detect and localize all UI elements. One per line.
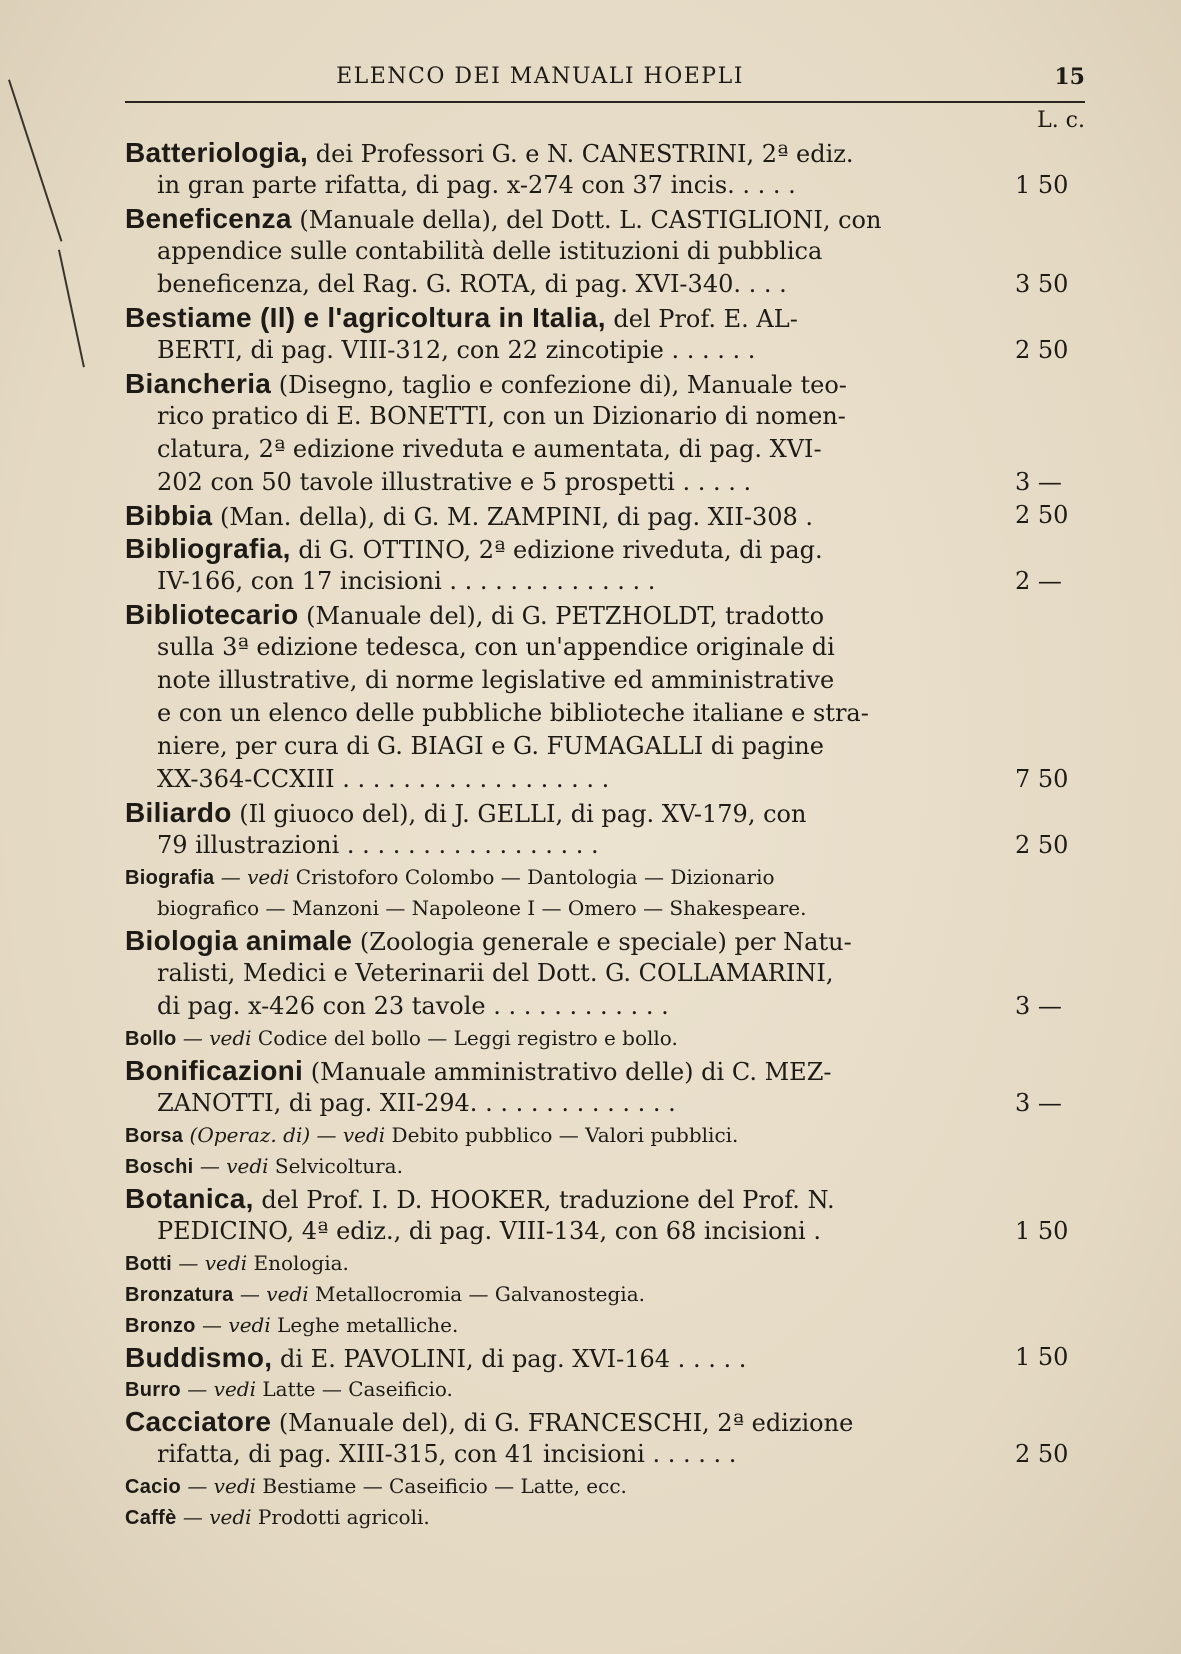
vedi-reference: — vedi xyxy=(193,1154,269,1178)
entry-keyword: Botti xyxy=(125,1253,173,1275)
entry-text: (Zoologia generale e speciale) per Natu- xyxy=(352,928,852,956)
entry-line xyxy=(125,1502,1105,1533)
entry-line xyxy=(125,697,1105,730)
entry-line xyxy=(125,664,1105,697)
entry-price: 2 50 xyxy=(1015,831,1069,859)
entry-text: clatura, 2ª edizione riveduta e aumentata, di pag. XVI- xyxy=(157,435,822,463)
running-title: ELENCO DEI MANUALI HOEPLI xyxy=(336,64,744,89)
vedi-reference: — vedi xyxy=(176,1505,252,1529)
entry-keyword: Borsa xyxy=(125,1125,184,1147)
vedi-reference: (Operaz. di) — vedi xyxy=(183,1123,386,1147)
entry-text: (Manuale del), di G. PETZHOLDT, tradotto xyxy=(298,602,825,630)
entry-line xyxy=(125,730,1105,763)
cross-reference-entry xyxy=(125,1151,1105,1182)
entry-keyword: Cacciatore xyxy=(125,1406,272,1437)
entry-text: ZANOTTI, di pag. XII-294. . . . . . . . . . . . . . xyxy=(157,1089,676,1117)
entry-price: 2 50 xyxy=(1015,501,1069,529)
entry-text: di pag. x-426 con 23 tavole . . . . . . . . . . . . xyxy=(157,992,669,1020)
entry-text: in gran parte rifatta, di pag. x-274 con 37 incis. . . . . xyxy=(157,171,796,199)
entry-line xyxy=(125,1341,1105,1374)
manual-entry xyxy=(125,1182,1105,1248)
entry-line xyxy=(125,1310,1105,1341)
entry-line xyxy=(125,1374,1105,1405)
entry-line xyxy=(125,1405,1105,1438)
entry-text: di E. PAVOLINI, di pag. XVI-164 . . . . . xyxy=(272,1345,747,1373)
cross-reference-entry xyxy=(125,1120,1105,1151)
entry-text: Leghe metalliche. xyxy=(270,1313,459,1337)
entry-line xyxy=(125,1151,1105,1182)
entry-line xyxy=(125,1087,1105,1120)
manual-entry xyxy=(125,598,1105,796)
entry-line xyxy=(125,565,1105,598)
entry-line xyxy=(125,301,1105,334)
entry-text: Codice del bollo — Leggi registro e bollo. xyxy=(251,1026,678,1050)
manual-entry xyxy=(125,499,1105,532)
entry-line xyxy=(125,268,1105,301)
entry-line xyxy=(125,1438,1105,1471)
entry-line xyxy=(125,829,1105,862)
manual-entry xyxy=(125,796,1105,862)
entry-text: dei Professori G. e N. CANESTRINI, 2ª ediz. xyxy=(308,140,854,168)
entry-text: Metallocromia — Galvanostegia. xyxy=(308,1282,645,1306)
entry-text: ralisti, Medici e Veterinarii del Dott. G. COLLAMARINI, xyxy=(157,959,834,987)
entry-line xyxy=(125,169,1105,202)
entry-line xyxy=(125,1182,1105,1215)
manual-entry xyxy=(125,202,1105,301)
cross-reference-entry xyxy=(125,862,1105,924)
vedi-reference: — vedi xyxy=(195,1313,271,1337)
entry-keyword: Biliardo xyxy=(125,797,232,828)
entry-line xyxy=(125,499,1105,532)
entry-line xyxy=(125,1054,1105,1087)
entry-text: rifatta, di pag. XIII-315, con 41 incisioni . . . . . . xyxy=(157,1440,737,1468)
entry-line xyxy=(125,1471,1105,1502)
entry-text: IV-166, con 17 incisioni . . . . . . . . . . . . . . xyxy=(157,567,656,595)
page-header xyxy=(125,62,1085,102)
entry-line xyxy=(125,433,1105,466)
entry-line xyxy=(125,1023,1105,1054)
entry-line xyxy=(125,1215,1105,1248)
entry-line xyxy=(125,598,1105,631)
entry-text: (Manuale del), di G. FRANCESCHI, 2ª edizione xyxy=(271,1409,854,1437)
entry-price: 1 50 xyxy=(1015,1217,1069,1245)
entry-line xyxy=(125,1120,1105,1151)
entry-keyword: Bronzatura xyxy=(125,1284,234,1306)
entry-keyword: Bonificazioni xyxy=(125,1055,304,1086)
entry-line xyxy=(125,1248,1105,1279)
entry-text: beneficenza, del Rag. G. ROTA, di pag. XVI-340. . . . xyxy=(157,270,787,298)
entry-keyword: Botanica, xyxy=(125,1183,254,1214)
entry-text: 79 illustrazioni . . . . . . . . . . . . . . . . . xyxy=(157,831,599,859)
manual-entry xyxy=(125,367,1105,499)
entry-keyword: Batteriologia, xyxy=(125,137,309,168)
entry-keyword: Cacio xyxy=(125,1476,181,1498)
entry-price: 2 50 xyxy=(1015,336,1069,364)
page-edge-shadow xyxy=(58,250,85,368)
entry-keyword: Bibliotecario xyxy=(125,599,299,630)
price-column-heading: L. c. xyxy=(1037,108,1085,133)
entry-line xyxy=(125,136,1105,169)
entry-line xyxy=(125,631,1105,664)
entry-text: di G. OTTINO, 2ª edizione riveduta, di pag. xyxy=(290,536,823,564)
manual-entry xyxy=(125,924,1105,1023)
entry-line xyxy=(125,990,1105,1023)
entry-text: niere, per cura di G. BIAGI e G. FUMAGALLI di pagine xyxy=(157,732,824,760)
entry-text: (Man. della), di G. M. ZAMPINI, di pag. XII-308 . xyxy=(212,503,814,531)
entry-keyword: Burro xyxy=(125,1379,181,1401)
entry-price: 1 50 xyxy=(1015,1343,1069,1371)
entry-price: 3 — xyxy=(1015,468,1062,496)
cross-reference-entry xyxy=(125,1248,1105,1279)
entry-text: Cristoforo Colombo — Dantologia — Dizionario xyxy=(289,865,775,889)
entry-keyword: Buddismo, xyxy=(125,1342,273,1373)
vedi-reference: — vedi xyxy=(172,1251,248,1275)
entry-text: del Prof. I. D. HOOKER, traduzione del Prof. N. xyxy=(253,1186,835,1214)
entry-line xyxy=(125,924,1105,957)
entry-text: appendice sulle contabilità delle istituzioni di pubblica xyxy=(157,237,823,265)
entry-keyword: Bronzo xyxy=(125,1315,196,1337)
entry-text: Enologia. xyxy=(247,1251,349,1275)
entry-price: 3 50 xyxy=(1015,270,1069,298)
entry-text: 202 con 50 tavole illustrative e 5 prospetti . . . . . xyxy=(157,468,752,496)
entry-text: XX-364-CCXIII . . . . . . . . . . . . . . . . . . xyxy=(157,765,610,793)
entry-text: (Disegno, taglio e confezione di), Manuale teo- xyxy=(271,371,847,399)
entry-keyword: Bibliografia, xyxy=(125,533,291,564)
entry-keyword: Beneficenza xyxy=(125,203,292,234)
entry-line xyxy=(125,796,1105,829)
page-edge-shadow xyxy=(8,79,62,241)
entry-price: 1 50 xyxy=(1015,171,1069,199)
entry-line xyxy=(125,763,1105,796)
entry-line xyxy=(125,466,1105,499)
vedi-reference: — vedi xyxy=(180,1474,257,1498)
cross-reference-entry xyxy=(125,1310,1105,1341)
entry-text: Bestiame — Caseificio — Latte, ecc. xyxy=(256,1474,627,1498)
header-rule xyxy=(125,101,1085,103)
manual-entry xyxy=(125,1405,1105,1471)
entry-keyword: Biancheria xyxy=(125,368,272,399)
entry-keyword: Caffè xyxy=(125,1507,177,1529)
entry-line xyxy=(125,532,1105,565)
entry-text: Debito pubblico — Valori pubblici. xyxy=(385,1123,739,1147)
page-number: 15 xyxy=(1054,64,1085,90)
entry-price: 3 — xyxy=(1015,1089,1062,1117)
entry-keyword: Boschi xyxy=(125,1156,194,1178)
entry-text: note illustrative, di norme legislative ed amministrative xyxy=(157,666,835,694)
entry-line xyxy=(125,334,1105,367)
entry-line xyxy=(125,1279,1105,1310)
entry-price: 2 50 xyxy=(1015,1440,1069,1468)
entry-keyword: Biologia animale xyxy=(125,925,353,956)
vedi-reference: — vedi xyxy=(180,1377,257,1401)
entry-text: Prodotti agricoli. xyxy=(251,1505,430,1529)
entry-text: rico pratico di E. BONETTI, con un Dizionario di nomen- xyxy=(157,402,846,430)
entry-text: biografico — Manzoni — Napoleone I — Omero — Shakespeare. xyxy=(157,896,807,920)
vedi-reference: — vedi xyxy=(214,865,290,889)
entry-price: 7 50 xyxy=(1015,765,1069,793)
entry-text: Latte — Caseificio. xyxy=(256,1377,453,1401)
entry-line xyxy=(125,235,1105,268)
entry-line xyxy=(125,893,1105,924)
entry-keyword: Biografia xyxy=(125,867,215,889)
entry-keyword: Bestiame (Il) e l'agricoltura in Italia, xyxy=(125,302,606,333)
manual-entry xyxy=(125,532,1105,598)
manual-entry xyxy=(125,301,1105,367)
vedi-reference: — vedi xyxy=(176,1026,252,1050)
entry-line xyxy=(125,957,1105,990)
entry-line xyxy=(125,202,1105,235)
entry-text: (Manuale amministrativo delle) di C. MEZ- xyxy=(303,1058,832,1086)
entry-line xyxy=(125,367,1105,400)
manual-entry xyxy=(125,1054,1105,1120)
entry-text: BERTI, di pag. VIII-312, con 22 zincotipie . . . . . . xyxy=(157,336,756,364)
manual-entry xyxy=(125,136,1105,202)
cross-reference-entry xyxy=(125,1374,1105,1405)
cross-reference-entry xyxy=(125,1502,1105,1533)
cross-reference-entry xyxy=(125,1471,1105,1502)
entry-keyword: Bibbia xyxy=(125,500,213,531)
cross-reference-entry xyxy=(125,1023,1105,1054)
entry-text: sulla 3ª edizione tedesca, con un'appendice originale di xyxy=(157,633,835,661)
cross-reference-entry xyxy=(125,1279,1105,1310)
entry-text: Selvicoltura. xyxy=(268,1154,403,1178)
entry-price: 3 — xyxy=(1015,992,1062,1020)
entry-text: (Il giuoco del), di J. GELLI, di pag. XV-179, con xyxy=(231,800,807,828)
entry-line xyxy=(125,862,1105,893)
entry-line xyxy=(125,400,1105,433)
entry-text: (Manuale della), del Dott. L. CASTIGLIONI, con xyxy=(291,206,882,234)
entry-price: 2 — xyxy=(1015,567,1062,595)
vedi-reference: — vedi xyxy=(233,1282,309,1306)
entry-keyword: Bollo xyxy=(125,1028,177,1050)
entry-text: PEDICINO, 4ª ediz., di pag. VIII-134, con 68 incisioni . xyxy=(157,1217,821,1245)
entry-text: e con un elenco delle pubbliche biblioteche italiane e stra- xyxy=(157,699,869,727)
entry-list xyxy=(125,136,1105,1533)
entry-text: del Prof. E. AL- xyxy=(605,305,798,333)
manual-entry xyxy=(125,1341,1105,1374)
